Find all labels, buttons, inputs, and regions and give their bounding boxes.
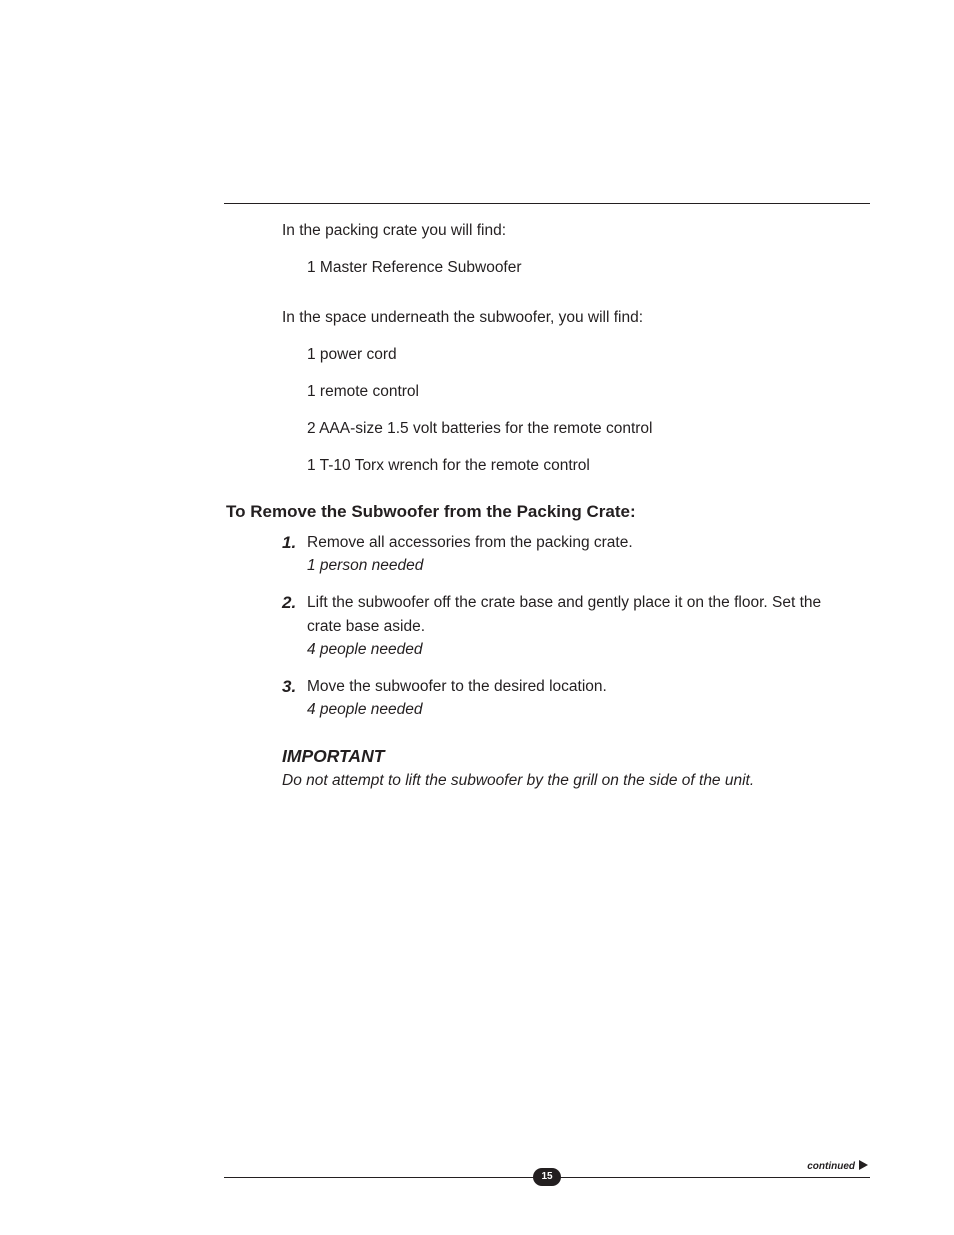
- step-note: 1 person needed: [307, 557, 424, 574]
- step-text: Remove all accessories from the packing crate.: [307, 534, 633, 551]
- step-text: Lift the subwoofer off the crate base and gently place it on the floor. Set the crate base aside.: [307, 594, 822, 635]
- underneath-item: 1 power cord: [307, 346, 397, 363]
- arrow-right-icon: [859, 1160, 868, 1170]
- continued-text: continued: [807, 1161, 855, 1172]
- important-title: IMPORTANT: [282, 746, 385, 766]
- crate-intro: In the packing crate you will find:: [282, 222, 507, 239]
- underneath-intro: In the space underneath the subwoofer, you will find:: [282, 309, 644, 326]
- underneath-item: 2 AAA-size 1.5 volt batteries for the remote control: [307, 420, 653, 437]
- crate-item: 1 Master Reference Subwoofer: [307, 259, 522, 276]
- section-heading: To Remove the Subwoofer from the Packing Crate:: [226, 502, 636, 521]
- top-divider: [224, 203, 870, 204]
- underneath-item: 1 remote control: [307, 383, 419, 400]
- continued-label: [807, 1160, 868, 1174]
- step-text: Move the subwoofer to the desired location.: [307, 678, 607, 695]
- underneath-item: 1 T-10 Torx wrench for the remote control: [307, 457, 590, 474]
- step-note: 4 people needed: [307, 641, 423, 658]
- step-number: 1.: [282, 533, 297, 552]
- step-number: 2.: [282, 593, 297, 612]
- important-text: Do not attempt to lift the subwoofer by the grill on the side of the unit.: [282, 772, 755, 789]
- step-note: 4 people needed: [307, 701, 423, 718]
- step-number: 3.: [282, 677, 297, 696]
- page-number: 15: [533, 1168, 561, 1186]
